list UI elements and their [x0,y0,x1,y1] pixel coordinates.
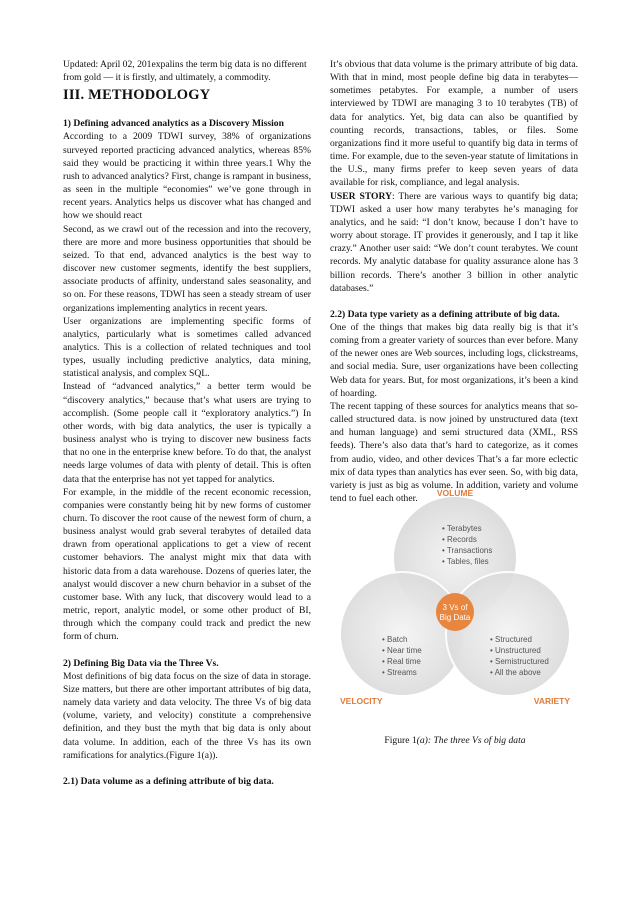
volume-item: • Tables, files [442,557,489,566]
volume-label: VOLUME [436,488,474,498]
center-circle [436,593,474,631]
user-story-label: USER STORY [330,190,393,202]
figure-caption [330,735,580,746]
section-title: III. METHODOLOGY [63,87,211,104]
user-story-text: : There are various ways to quantify big data; TDWI asked a user how many terabytes he’s managing for analytics, and he said: “I don’t know, because I don’t have to worry about storage. IT provides it generously, and I tap it like crazy.” Another user said: “We don’t count terabytes. We count records. My analytic database for quality assurance alone has 3 billion records. There’s another 3 billion in other analytic databases.” [330,190,578,294]
velocity-item: • Batch [382,635,408,644]
velocity-label: VELOCITY [340,696,383,706]
velocity-item: • Near time [382,646,422,655]
volume-item: • Records [442,535,477,544]
variety-item: • Semistructured [490,657,549,666]
spacer [330,295,578,308]
subsection-title-2: 2) Defining Big Data via the Three Vs. [63,657,219,669]
volume-item: • Transactions [442,546,493,555]
paragraph: The recent tapping of these sources for analytics means that so-called structured data. is now joined by unstructured data (text and human language) and semi structured data (XML, RSS feeds). There’s also data that’s hard to categorize, as it comes from audio, video, and other devices That’s a far more eclectic mix of data types than analytics has ever seen. So, with big data, variety is just as big as volume. In addition, variety and volume tend to fuel each other. [330,400,578,504]
caption-italic: (a): The three Vs of big data [416,735,526,746]
variety-item: • Structured [490,635,532,644]
variety-label: VARIETY [533,696,570,706]
paragraph: It’s obvious that data volume is the primary attribute of big data. With that in mind, most people define big data in terabytes—sometimes petabytes. For example, a number of users interviewed by TDWI are managing 3 to 10 terabytes (TB) of data for analytics. Yet, big data can also be quantified by counting records, transactions, tables, or files. Some organizations find it more useful to quantify big data in terms of time. For example, due to the seven-year statute of limitations in the U.S., many firms prefer to keep seven years of data available for risk, compliance, and legal analysis. [330,59,578,189]
user-story-paragraph [330,190,578,295]
spacer [63,644,311,657]
paragraph: Second, as we crawl out of the recession and into the recovery, there are more and more business opportunities that should be seized. To that end, advanced analytics is the best way to discover new customer segments, identify the best suppliers, associate products of affinity, understand sales seasonality, and so on. For these reasons, TDWI has seen a steady stream of user organizations implementing analytics in recent years. [63,223,311,314]
paragraph: User organizations are implementing specific forms of analytics, particularly what is sometimes called advanced analytics. This is a collection of related techniques and tool types, usually including predictive analytics, data mining, statistical analysis, and complex SQL. [63,315,311,380]
center-label-line1: 3 Vs of [442,603,468,612]
variety-item: • Unstructured [490,646,541,655]
subsection-title-1: 1) Defining advanced analytics as a Discovery Mission [63,118,284,130]
volume-item: • Terabytes [442,524,482,533]
updated-paragraph: Updated: April 02, 201expalins the term big data is no different from gold — it is firstly, and ultimately, a commodity. [63,59,307,84]
paragraph: One of the things that makes big data really big is that it’s coming from a greater variety of sources than ever before. Many of the newer ones are Web sources, including logs, clickstreams, and social media. Sure, user organizations have been collecting Web data for years. But, for most organizations, it’s been a kind of hoarding. [330,321,578,399]
spacer [63,762,311,775]
caption-prefix: Figure 1 [384,735,417,746]
velocity-item: • Streams [382,668,417,677]
left-column [63,58,311,788]
paragraph: Instead of “advanced analytics,” a better term would be “discovery analytics,” because that’s what users are trying to accomplish. (Some people call it “exploratory analytics.”) In other words, with big data analytics, the user is typically a business analyst who is trying to discover new business facts that no one in the enterprise knew before. To do that, the analyst needs large volumes of data with plenty of detail. This is often data that the enterprise has not yet tapped for analytics. [63,381,311,485]
three-vs-venn-diagram [330,486,580,708]
variety-item: • All the above [490,668,541,677]
paragraph: For example, in the middle of the recent economic recession, companies were constantly being hit by new forms of customer churn. To discover the root cause of the newest form of churn, a business analyst would grab several terabytes of detailed data drawn from operational applications to get a view of recent customer behaviors. The analyst might mix that data with historic data from a data warehouse. Dozens of queries later, the analyst would discover a new churn behavior in a subset of the customer base. With any luck, that discovery would lead to a metric, report, analytic model, or some other product of BI, through which the company could track and predict the new form of churn. [63,486,311,643]
velocity-item: • Real time [382,657,421,666]
variety-circle [446,572,570,696]
paragraph: According to a 2009 TDWI survey, 38% of organizations surveyed reported practicing advanced analytics, whereas 85% said they would be practicing it within three years.1 Why the rush to advanced analytics? First, change is rampant in business, as seen in the multiple “economies” we’ve gone through in recent years. Analytics helps us discover what has changed and how we should react [63,131,311,222]
subsection-title-2-2: 2.2) Data type variety as a defining attribute of big data. [330,308,560,320]
paragraph: Most definitions of big data focus on the size of data in storage. Size matters, but there are other important attributes of big data, namely data variety and data velocity. The three Vs of big data (volume, variety, and velocity) constitute a comprehensive definition, and they bust the myth that big data is only about data volume. In addition, each of the three Vs has its own ramifications for analytics.(Figure 1(a)). [63,670,311,761]
center-label-line2: Big Data [439,613,471,622]
subsection-title-2-1: 2.1) Data volume as a defining attribute of big data. [63,775,274,787]
right-column [330,58,578,505]
